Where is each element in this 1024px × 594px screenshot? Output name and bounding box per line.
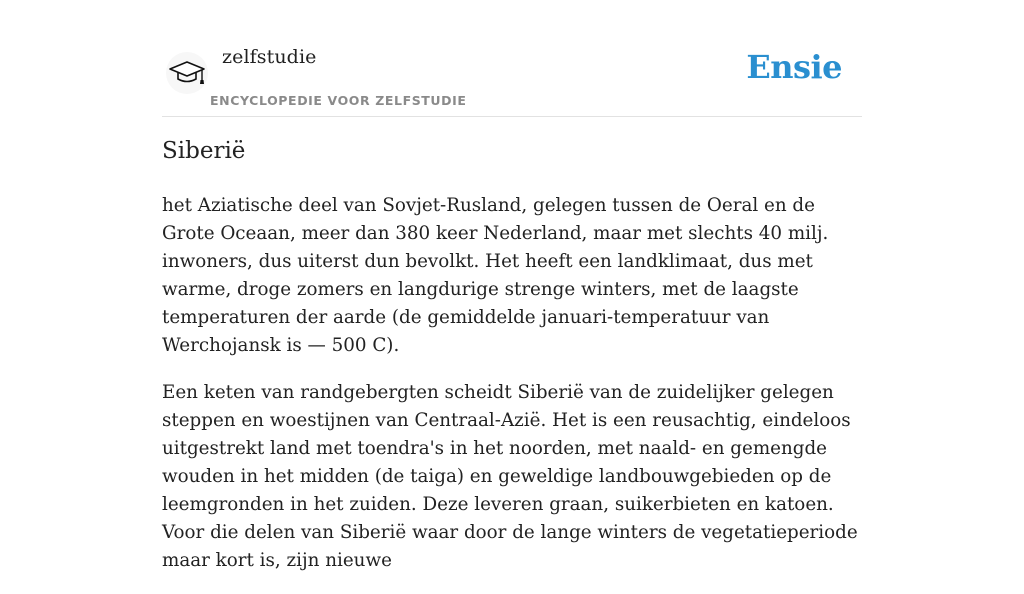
header [162, 40, 862, 117]
article-title: Siberië [162, 138, 246, 164]
source-subtitle: ENCYCLOPEDIE VOOR ZELFSTUDIE [210, 93, 467, 108]
source-name[interactable]: zelfstudie [222, 46, 317, 68]
article-body [162, 192, 862, 594]
brand-logo[interactable]: Ensie [746, 48, 842, 86]
graduation-cap-icon[interactable] [166, 52, 208, 94]
article-paragraph: het Aziatische deel van Sovjet-Rusland, gelegen tussen de Oeral en de Grote Oceaan, meer dan 380 keer Nederland, maar met slechts 40 milj. inwoners, dus uiterst dun bevolkt. Het heeft een landklimaat, dus met warme, droge zomers en langdurige strenge winters, met de laagste temperaturen der aarde (de gemiddelde januari-temperatuur van Werchojansk is — 500 C). [162, 195, 829, 356]
article-paragraph: Een keten van randgebergten scheidt Siberië van de zuidelijker gelegen steppen en woestijnen van Centraal-Azië. Het is een reusachtig, eindeloos uitgestrekt land met toendra's in het noorden, met naald- en gemengde wouden in het midden (de taiga) en geweldige landbouwgebieden op de leemgronden in het zuiden. Deze leveren graan, suikerbieten en katoen. Voor die delen van Siberië waar door de lange winters de vegetatieperiode maar kort is, zijn nieuwe [162, 382, 858, 571]
